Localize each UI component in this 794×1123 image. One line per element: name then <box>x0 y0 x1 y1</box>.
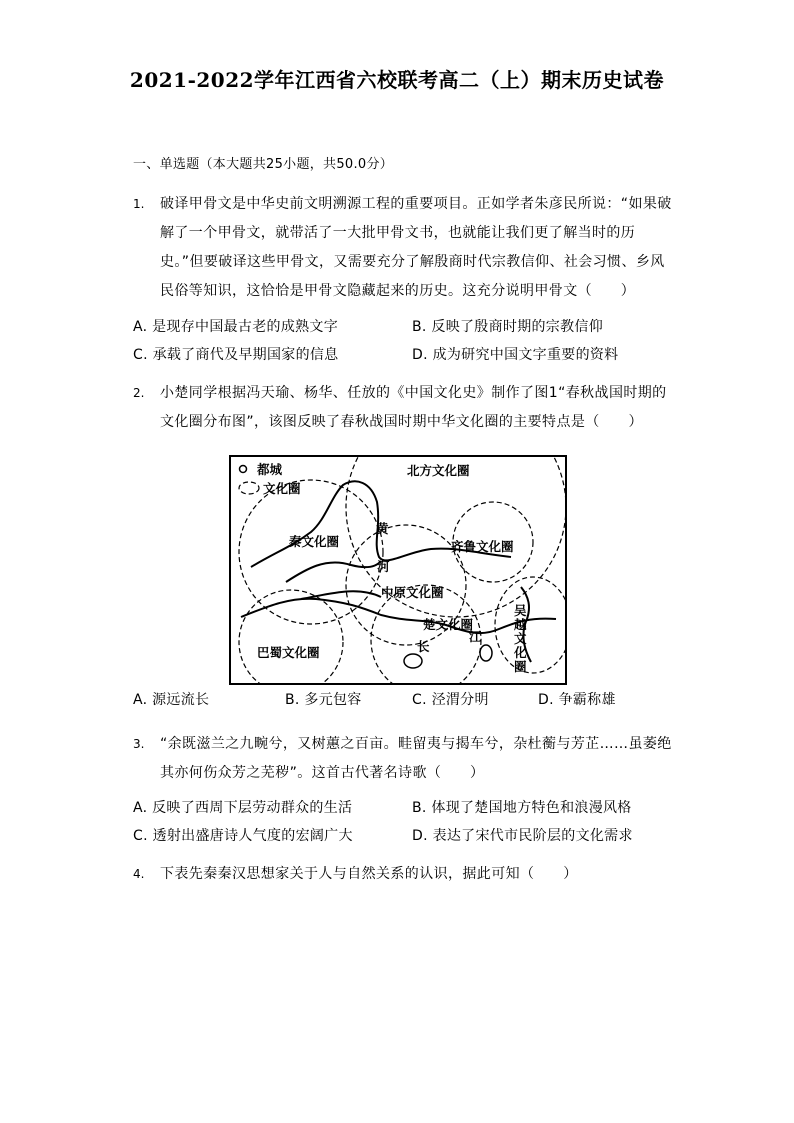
option-b[interactable]: B. 多元包容 <box>285 692 362 708</box>
yangtze-label-1: 长 <box>417 639 430 654</box>
wuyue-label-2: 越 <box>514 617 527 632</box>
chu-culture-label: 楚文化圈 <box>423 617 474 632</box>
qin-culture-circle <box>239 480 383 624</box>
question-3 <box>133 730 673 788</box>
question-text: 下表先秦秦汉思想家关于人与自然关系的认识，据此可知（ ） <box>160 866 578 882</box>
option-a[interactable]: A. 是现存中国最古老的成熟文字 <box>133 319 339 335</box>
question-4 <box>133 860 673 889</box>
yangtze-label-2: 江 <box>469 629 482 644</box>
wuyue-label-1: 吴 <box>514 603 527 618</box>
legend-circle-label: 文化圈 <box>263 481 301 496</box>
bashu-culture-label: 巴蜀文化圈 <box>257 645 320 660</box>
lake <box>404 654 422 668</box>
question-text: “余既滋兰之九畹兮，又树蕙之百亩。畦留夷与揭车兮，杂杜蘅与芳芷……虽萎绝其亦何伤众芳之芜秽”。这首古代著名诗歌（ ） <box>160 736 672 781</box>
question-number: 2. <box>133 386 145 400</box>
question-text: 小楚同学根据冯天瑜、杨华、任放的《中国文化史》制作了图1“春秋战国时期的文化圈分布图”，该图反映了春秋战国时期中华文化圈的主要特点是（ ） <box>160 385 667 430</box>
bashu-culture-circle <box>239 590 343 683</box>
question-number: 1. <box>133 197 145 211</box>
yangtze-river <box>241 599 556 633</box>
option-c[interactable]: C. 泾渭分明 <box>412 692 489 708</box>
legend-circle-symbol <box>239 482 259 494</box>
qin-culture-label: 秦文化圈 <box>289 534 340 549</box>
wuyue-label-3: 文 <box>514 631 527 646</box>
question-text: 破译甲骨文是中华史前文明溯源工程的重要项目。正如学者朱彦民所说：“如果破解了一个甲骨文，就带活了一大批甲骨文书，也就能让我们更了解当时的历史。”但要破译这些甲骨文，又需要充分了解殷商时代宗教信仰、社会习惯、乡风民俗等知识，这恰恰是甲骨文隐藏起来的历史。这充分说明甲骨文（ ） <box>160 196 672 299</box>
wuyue-label-5: 圈 <box>514 659 527 674</box>
legend-capital-symbol <box>240 466 247 473</box>
option-b[interactable]: B. 体现了楚国地方特色和浪漫风格 <box>412 800 632 816</box>
option-b[interactable]: B. 反映了殷商时期的宗教信仰 <box>412 319 604 335</box>
option-a[interactable]: A. 反映了西周下层劳动群众的生活 <box>133 800 353 816</box>
legend-capital-label: 都城 <box>257 462 283 477</box>
yellow-river-label-1: 黄 <box>376 521 389 536</box>
map-figure <box>231 457 565 683</box>
option-a[interactable]: A. 源远流长 <box>133 692 210 708</box>
option-d[interactable]: D. 成为研究中国文字重要的资料 <box>412 347 619 363</box>
option-d[interactable]: D. 争霸称雄 <box>538 692 616 708</box>
question-1 <box>133 190 673 306</box>
lake <box>480 645 492 661</box>
question-2 <box>133 379 673 437</box>
question-number: 4. <box>133 867 145 881</box>
north-culture-label: 北方文化圈 <box>407 463 470 478</box>
yellow-river-label-2: 河 <box>377 559 390 574</box>
zhongyuan-culture-label: 中原文化圈 <box>381 585 444 600</box>
option-c[interactable]: C. 透射出盛唐诗人气度的宏阔广大 <box>133 828 353 844</box>
culture-circle-map <box>229 455 567 685</box>
wuyue-label-4: 化 <box>514 645 527 660</box>
page-title: 2021-2022学年江西省六校联考高二（上）期末历史试卷 <box>129 68 665 92</box>
option-d[interactable]: D. 表达了宋代市民阶层的文化需求 <box>412 828 633 844</box>
question-number: 3. <box>133 737 145 751</box>
qilu-culture-label: 齐鲁文化圈 <box>451 539 514 554</box>
section-heading: 一、单选题（本大题共25小题，共50.0分） <box>133 157 394 172</box>
option-c[interactable]: C. 承载了商代及早期国家的信息 <box>133 347 339 363</box>
